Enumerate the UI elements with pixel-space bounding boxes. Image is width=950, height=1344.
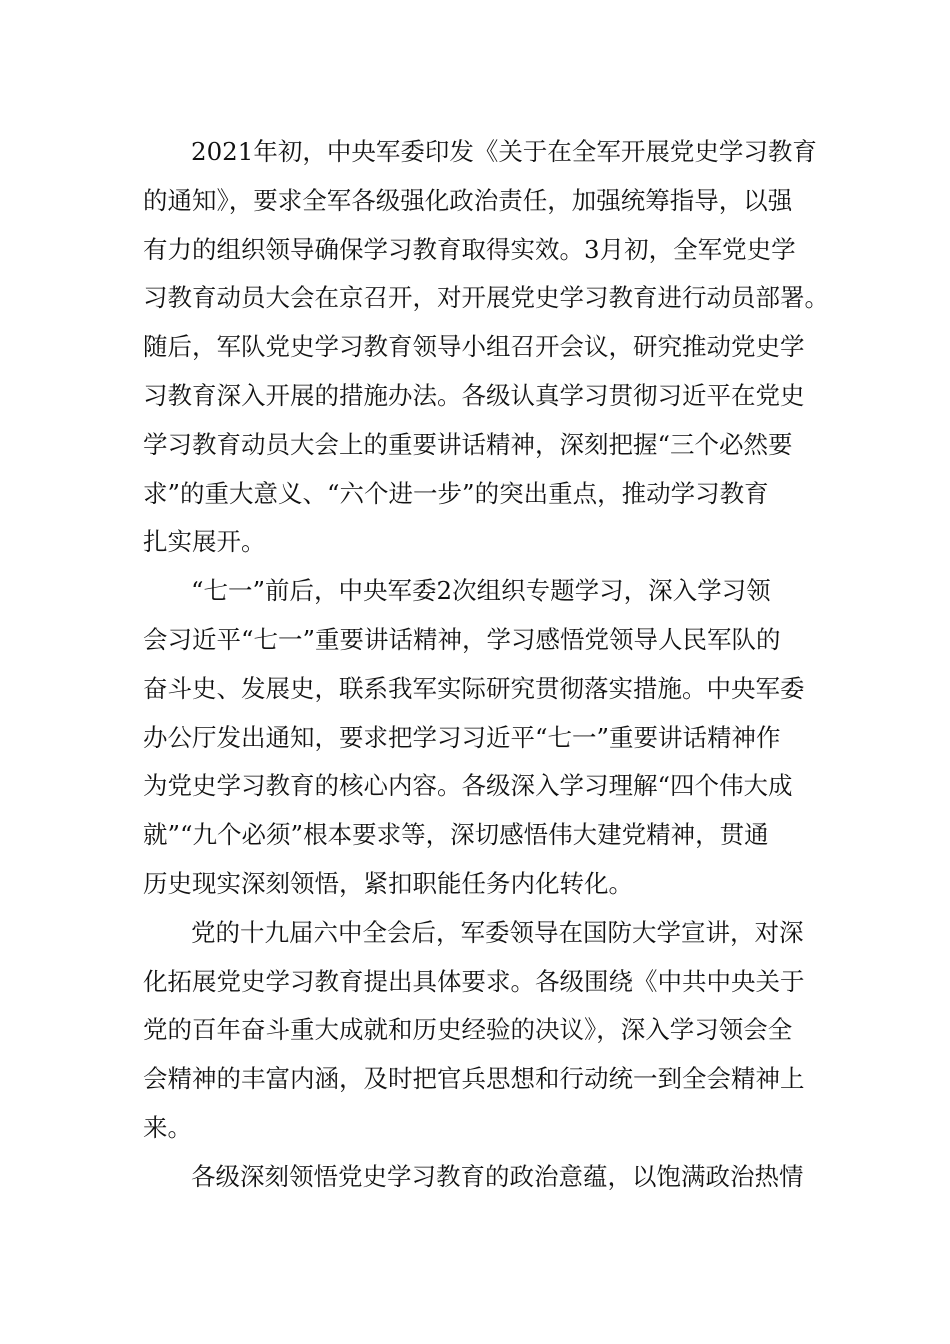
paragraph-1-line-5: 随后，军队党史学习教育领导小组召开会议，研究推动党史学 — [143, 332, 805, 362]
document-body — [143, 128, 829, 1202]
paragraph-3-line-3: 党的百年奋斗重大成就和历史经验的决议》，深入学习领会全 — [143, 1015, 793, 1045]
paragraph-2-line-3: 奋斗史、发展史，联系我军实际研究贯彻落实措施。中央军委 — [143, 673, 805, 703]
paragraph-1-line-3: 有力的组织领导确保学习教育取得实效。3月初，全军党史学 — [143, 234, 796, 264]
paragraph-1-line-8: 求”的重大意义、“六个进一步”的突出重点，推动学习教育 — [143, 478, 769, 508]
paragraph-3-line-4: 会精神的丰富内涵，及时把官兵思想和行动统一到全会精神上 — [143, 1064, 805, 1094]
paragraph-1-line-4: 习教育动员大会在京召开，对开展党史学习教育进行动员部署。 — [143, 283, 829, 313]
paragraph-1-line-1: 2021年初，中央军委印发《关于在全军开展党史学习教育 — [191, 137, 817, 166]
paragraph-3-line-1: 党的十九届六中全会后，军委领导在国防大学宣讲，对深 — [191, 917, 804, 947]
paragraph-2-line-1: “七一”前后，中央军委2次组织专题学习，深入学习领 — [191, 576, 771, 606]
paragraph-2-line-7: 历史现实深刻领悟，紧扣职能任务内化转化。 — [143, 868, 633, 898]
paragraph-1-line-7: 学习教育动员大会上的重要讲话精神，深刻把握“三个必然要 — [143, 429, 793, 459]
paragraph-1-line-6: 习教育深入开展的措施办法。各级认真学习贯彻习近平在党史 — [143, 380, 805, 410]
paragraph-4-line-1: 各级深刻领悟党史学习教育的政治意蕴，以饱满政治热情 — [191, 1161, 804, 1191]
paragraph-2-line-5: 为党史学习教育的核心内容。各级深入学习理解“四个伟大成 — [143, 771, 793, 801]
paragraph-2-line-2: 会习近平“七一”重要讲话精神，学习感悟党领导人民军队的 — [143, 624, 781, 654]
paragraph-1-line-2: 的通知》，要求全军各级强化政治责任，加强统筹指导，以强 — [143, 185, 793, 215]
paragraph-1-line-9: 扎实展开。 — [143, 527, 266, 557]
paragraph-3-line-2: 化拓展党史学习教育提出具体要求。各级围绕《中共中央关于 — [143, 966, 805, 996]
paragraph-2-line-4: 办公厅发出通知，要求把学习习近平“七一”重要讲话精神作 — [143, 722, 781, 752]
paragraph-2-line-6: 就”“九个必须”根本要求等，深切感悟伟大建党精神，贯通 — [143, 820, 769, 850]
paragraph-3-line-5: 来。 — [143, 1112, 192, 1142]
